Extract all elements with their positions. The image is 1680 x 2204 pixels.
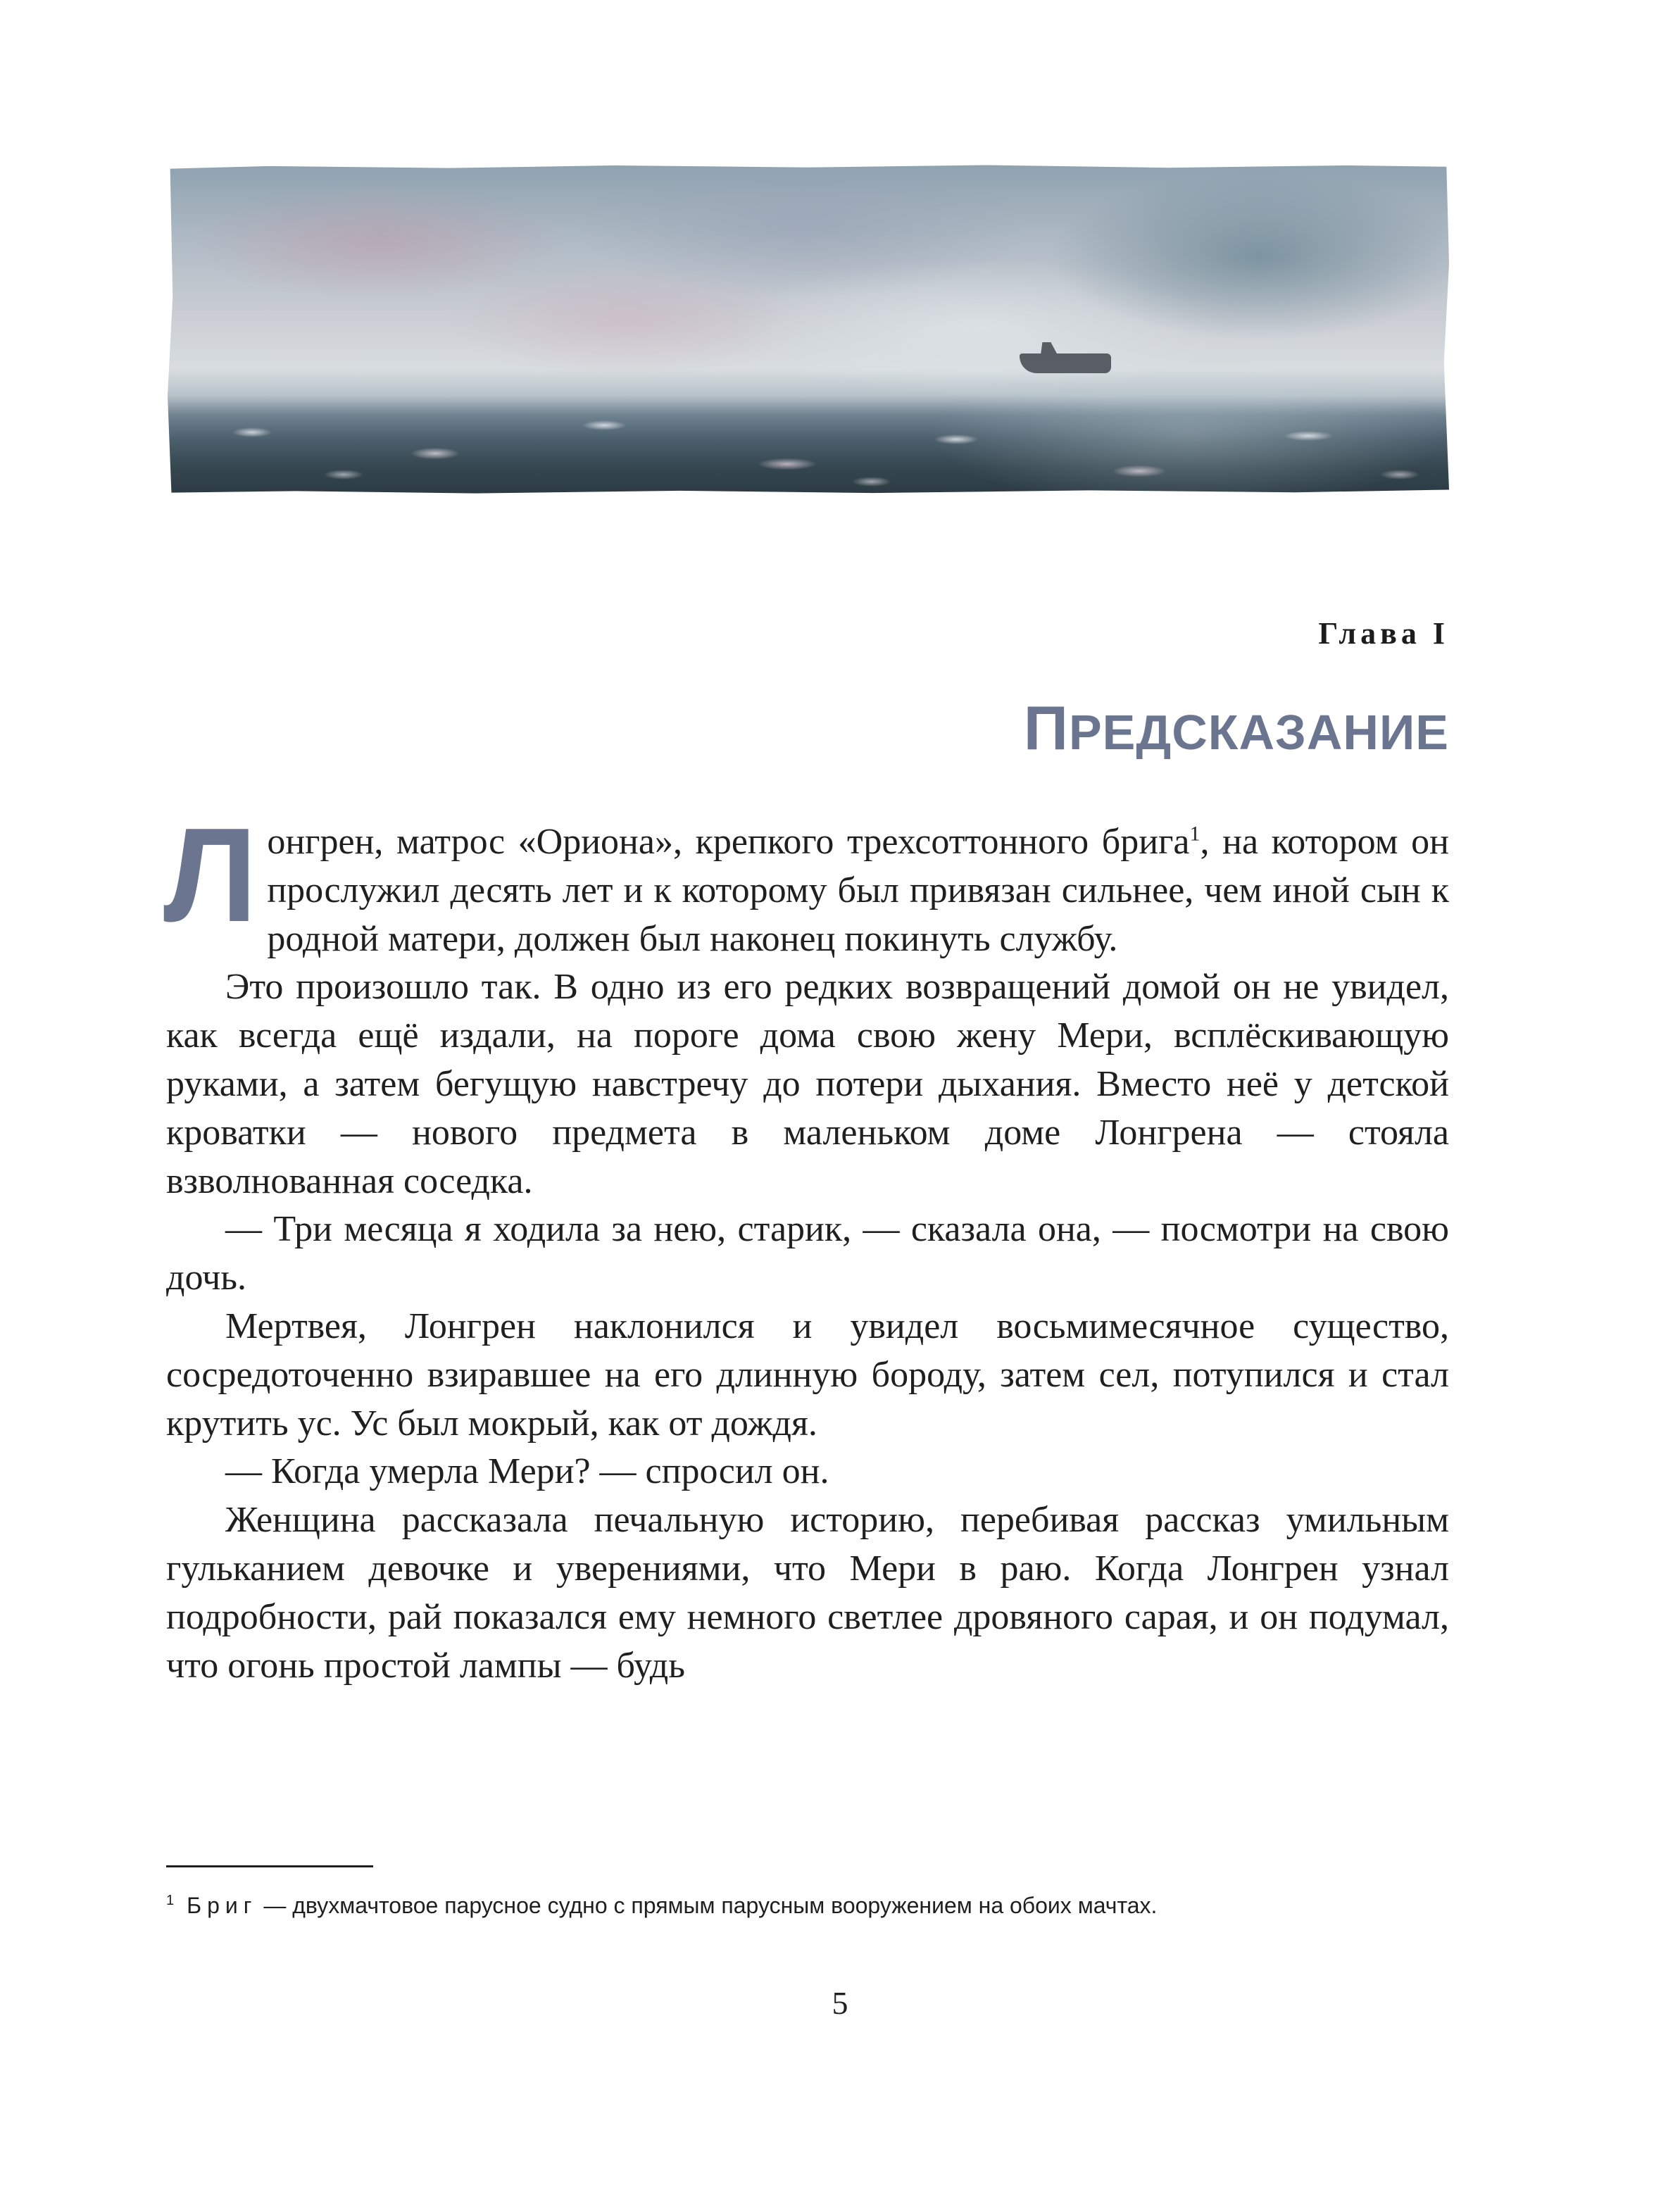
chapter-title-initial: П <box>1023 693 1069 763</box>
paragraph-3: — Три месяца я ходила за нею, старик, — сказала она, — посмотри на свою дочь. <box>166 1209 1449 1298</box>
drop-cap: Л <box>163 801 258 950</box>
chapter-title <box>1023 693 1449 763</box>
paragraph-5: — Когда умерла Мери? — спросил он. <box>225 1451 829 1492</box>
chapter-label: Глава I <box>1318 616 1449 651</box>
footnote-divider <box>166 1865 373 1867</box>
footnote-term: Бриг <box>187 1893 258 1918</box>
footnote-text: — двухмачтовое парусное судно с прямым парусным вооружением на обоих мачтах. <box>257 1893 1158 1918</box>
chapter-body <box>163 801 1449 1690</box>
footnote <box>166 1893 1448 1919</box>
paragraph-1 <box>163 801 1449 963</box>
sea-waves <box>168 404 1449 494</box>
paragraph-1-text: онгрен, матрос «Ориона», крепкого трехсоттонного брига <box>267 822 1190 862</box>
footnote-reference[interactable]: 1 <box>1189 822 1201 846</box>
paragraph-1-tail: , на котором он прослужил десять лет и к которому был привязан сильнее, чем иной сын к родной матери, должен был наконец покинуть службу. <box>267 822 1449 959</box>
chapter-title-rest: РЕДСКАЗАНИЕ <box>1068 705 1449 760</box>
chapter-illustration-seascape <box>168 165 1449 494</box>
boat-on-horizon <box>1020 353 1111 373</box>
paragraph-6: Женщина рассказала печальную историю, перебивая рассказ умильным гульканием девочке и уверениями, что Мери в раю. Когда Лонгрен узнал подробности, рай показался ему немного светлее дровяного сарая, и он подумал, что огонь простой лампы — будь <box>166 1500 1449 1686</box>
paragraph-2: Это произошло так. В одно из его редких возвращений домой он не увидел, как всегда ещё издали, на пороге дома свою жену Мери, всплёскивающую руками, а затем бегущую навстречу до потери дыхания. Вместо неё у детской кроватки — нового предмета в маленьком доме Лонгрена — стояла взволнованная соседка. <box>166 967 1449 1201</box>
footnote-number: 1 <box>166 1893 175 1909</box>
page-number: 5 <box>832 1985 848 2021</box>
paragraph-4: Мертвея, Лонгрен наклонился и увидел восьмимесячное существо, сосредоточенно взиравшее на его длинную бороду, затем сел, потупился и стал крутить ус. Ус был мокрый, как от дождя. <box>166 1306 1449 1444</box>
